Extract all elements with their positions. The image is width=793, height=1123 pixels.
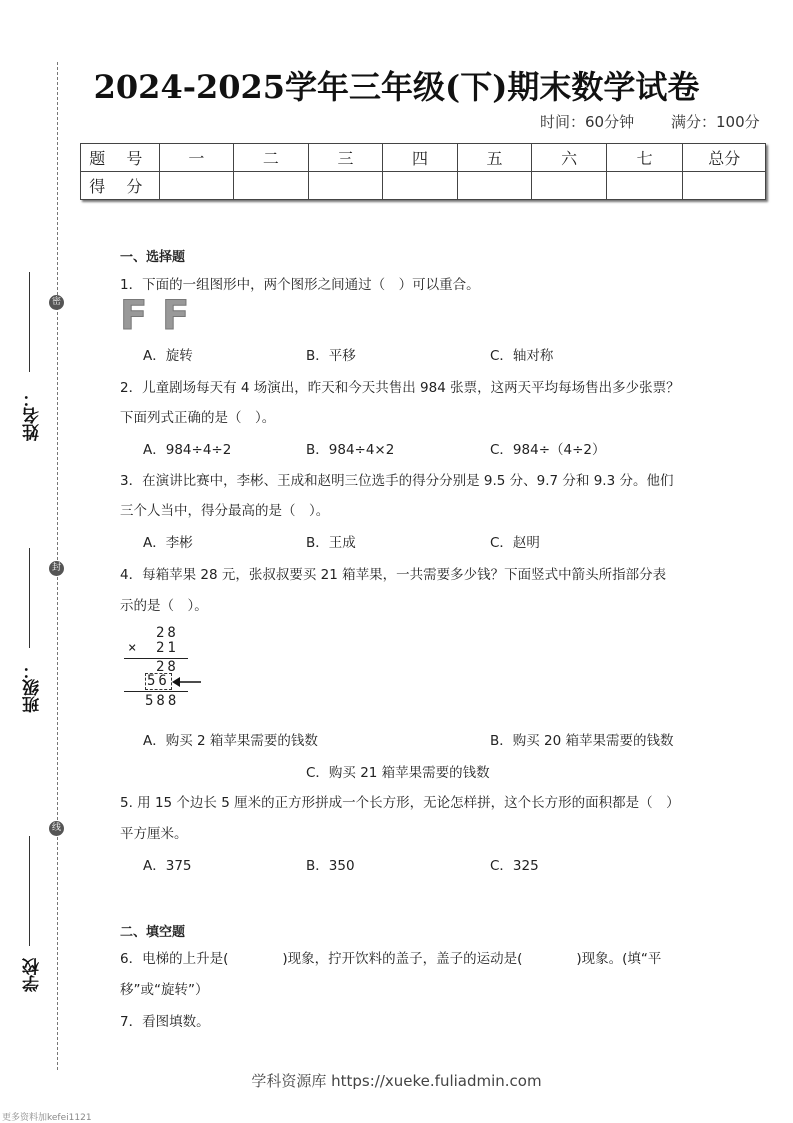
arrow-left-icon [172,675,202,689]
question-3-line2: 三个人当中，得分最高的是（ ）。 [120,503,330,519]
time-label: 时间：60分钟 [540,113,635,131]
figure-f-right: F [162,293,190,339]
q5-option-b[interactable]: B．350 [306,858,355,874]
corner-note: 更多资料加kefei1121 [2,1113,92,1123]
q2-option-b[interactable]: B．984÷4×2 [306,442,395,458]
question-5-line2: 平方厘米。 [120,826,188,842]
calc-line-2 [124,691,188,692]
q4-option-b[interactable]: B．购买 20 箱苹果需要的钱数 [490,733,674,749]
question-6-line1: 6．电梯的上升是( )现象，拧开饮料的盖子，盖子的运动是( )现象。(填“平 [120,951,662,967]
score-cell: 四 [383,144,458,172]
score-cell: 一 [159,144,234,172]
question-5-line1: 5. 用 15 个边长 5 厘米的正方形拼成一个长方形，无论怎样拼，这个长方形的面积都是（ ） [120,795,680,811]
school-label: 学校 [23,958,43,992]
footer-watermark: 学科资源库 https://xueke.fuliadmin.com [251,1072,542,1090]
q2-option-c[interactable]: C．984÷（4÷2） [490,442,606,458]
calc-times-sign: × [128,640,140,656]
score-row-label: 得 分 [81,172,160,200]
score-input-cell[interactable] [308,172,383,200]
calc-multiplier: 21 [156,640,179,656]
class-underline [29,548,30,648]
score-table-header-row [81,144,766,172]
score-table-score-row [81,172,766,200]
q3-option-c[interactable]: C．赵明 [490,535,540,551]
class-label: 班级： [23,662,43,713]
exam-title: 2024-2025学年三年级(下)期末数学试卷 [93,68,700,106]
section-heading-fill: 二、填空题 [120,925,186,940]
question-1: 1．下面的一组图形中，两个图形之间通过（ ）可以重合。 [120,277,480,293]
score-input-cell[interactable] [159,172,234,200]
score-input-cell[interactable] [234,172,309,200]
q3-option-b[interactable]: B．王成 [306,535,356,551]
figure-f-left: F [120,293,148,339]
score-cell: 三 [308,144,383,172]
school-underline [29,836,30,946]
score-cell: 六 [532,144,607,172]
q1-option-c[interactable]: C．轴对称 [490,348,554,364]
score-input-cell[interactable] [383,172,458,200]
question-7: 7．看图填数。 [120,1014,210,1030]
question-3-line1: 3．在演讲比赛中，李彬、王成和赵明三位选手的得分分别是 9.5 分、9.7 分和 9.3 分。他们 [120,473,674,489]
calc-multiplicand: 28 [156,625,179,641]
score-input-cell[interactable] [457,172,532,200]
score-label: 满分：100分 [671,113,760,131]
score-cell: 五 [457,144,532,172]
seal-mark-xian: 线 [49,821,64,836]
question-2-line2: 下面列式正确的是（ ）。 [120,410,276,426]
calc-result: 588 [145,693,180,709]
section-heading-choice: 一、选择题 [120,250,186,265]
q4-option-a[interactable]: A．购买 2 箱苹果需要的钱数 [143,733,318,749]
name-label: 姓名： [23,390,43,441]
name-underline [29,272,30,372]
q5-option-a[interactable]: A．375 [143,858,192,874]
q4-option-c[interactable]: C．购买 21 箱苹果需要的钱数 [306,765,490,781]
question-4-line1: 4．每箱苹果 28 元，张叔叔要买 21 箱苹果，一共需要多少钱？下面竖式中箭头所指部分表 [120,567,667,583]
score-input-cell[interactable] [606,172,683,200]
seal-mark-feng: 封 [49,561,64,576]
q5-option-c[interactable]: C．325 [490,858,539,874]
score-cell: 题 号 [81,144,160,172]
score-cell: 七 [606,144,683,172]
question-2-line1: 2．儿童剧场每天有 4 场演出，昨天和今天共售出 984 张票，这两天平均每场售出多少张票？ [120,380,680,396]
q3-option-a[interactable]: A．李彬 [143,535,193,551]
score-input-cell[interactable] [683,172,766,200]
calc-partial-1: 28 [156,659,179,675]
score-input-cell[interactable] [532,172,607,200]
q1-option-a[interactable]: A．旋转 [143,348,193,364]
score-table [80,143,766,200]
question-4-line2: 示的是（ ）。 [120,598,208,614]
question-6-line2: 移”或“旋转”） [120,982,209,998]
q1-option-b[interactable]: B．平移 [306,348,356,364]
seal-mark-mi: 密 [49,295,64,310]
score-cell: 二 [234,144,309,172]
q2-option-a[interactable]: A．984÷4÷2 [143,442,232,458]
calc-partial-2: 56 [147,673,170,689]
score-cell: 总分 [683,144,766,172]
